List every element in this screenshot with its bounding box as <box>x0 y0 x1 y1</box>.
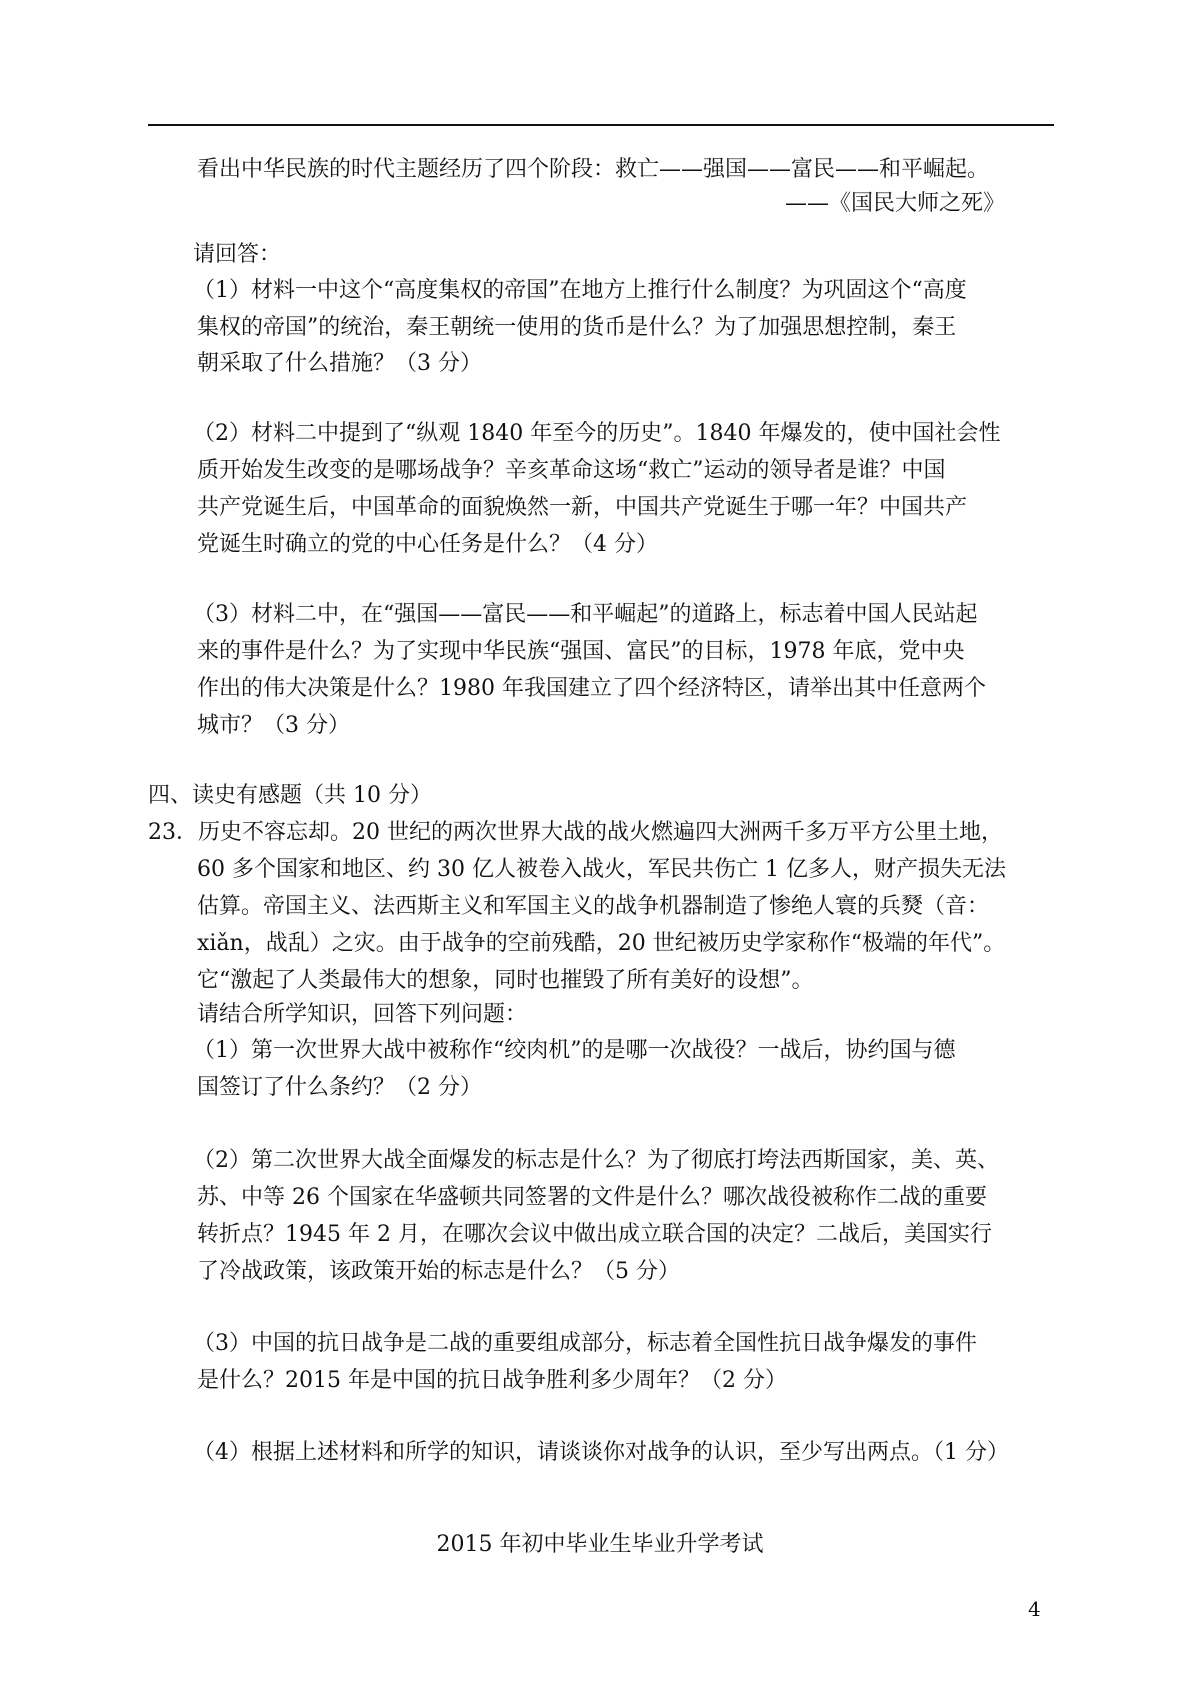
text-line: 党诞生时确立的党的中心任务是什么？（4 分） <box>197 532 658 557</box>
exam-title-footer: 2015 年初中毕业生毕业升学考试 <box>436 1532 764 1557</box>
text-line: xiǎn，战乱）之灾。由于战争的空前残酷，20 世纪被历史学家称作“极端的年代”。 <box>197 931 1006 956</box>
text-line: 来的事件是什么？为了实现中华民族“强国、富民”的目标，1978 年底，党中央 <box>197 639 965 664</box>
text-line: 请结合所学知识，回答下列问题： <box>197 1002 528 1027</box>
question-1: （1）材料一中这个“高度集权的帝国”在地方上推行什么制度？为巩固这个“高度 <box>193 278 967 303</box>
text-line: 了冷战政策，该政策开始的标志是什么？（5 分） <box>197 1259 680 1284</box>
question-23: 23．历史不容忘却。20 世纪的两次世界大战的战火燃遍四大洲两千多万平方公里土地， <box>148 820 1003 845</box>
section-heading: 四、读史有感题（共 10 分） <box>148 783 432 808</box>
header-rule <box>148 124 1054 126</box>
question-23-2: （2）第二次世界大战全面爆发的标志是什么？为了彻底打垮法西斯国家，美、英、 <box>193 1148 999 1173</box>
text-line: 共产党诞生后，中国革命的面貌焕然一新，中国共产党诞生于哪一年？中国共产 <box>197 495 968 520</box>
text-line: 它“激起了人类最伟大的想象，同时也摧毁了所有美好的设想”。 <box>197 968 814 993</box>
text-line: 60 多个国家和地区、约 30 亿人被卷入战火，军民共伤亡 1 亿多人，财产损失无法 <box>197 857 1006 882</box>
text-line: 是什么？2015 年是中国的抗日战争胜利多少周年？（2 分） <box>197 1368 787 1393</box>
text-line: 估算。帝国主义、法西斯主义和军国主义的战争机器制造了惨绝人寰的兵燹（音： <box>197 894 990 919</box>
source-citation: ——《国民大师之死》 <box>785 191 1006 216</box>
page-number: 4 <box>1028 1597 1041 1621</box>
text-line: 苏、中等 26 个国家在华盛顿共同签署的文件是什么？哪次战役被称作二战的重要 <box>197 1185 987 1210</box>
question-3: （3）材料二中，在“强国——富民——和平崛起”的道路上，标志着中国人民站起 <box>193 602 978 627</box>
text-line: 请回答： <box>193 242 282 267</box>
question-2: （2）材料二中提到了“纵观 1840 年至今的历史”。1840 年爆发的，使中国社会性 <box>193 421 1001 446</box>
text-line: 国签订了什么条约？（2 分） <box>197 1075 482 1100</box>
text-line: 看出中华民族的时代主题经历了四个阶段：救亡——强国——富民——和平崛起。 <box>197 157 990 182</box>
question-23-4: （4）根据上述材料和所学的知识，请谈谈你对战争的认识，至少写出两点。（1 分） <box>193 1440 1009 1465</box>
text-line: 城市？（3 分） <box>197 713 350 738</box>
text-line: 朝采取了什么措施？（3 分） <box>197 351 482 376</box>
question-23-3: （3）中国的抗日战争是二战的重要组成部分，标志着全国性抗日战争爆发的事件 <box>193 1331 977 1356</box>
text-line: 转折点？1945 年 2 月，在哪次会议中做出成立联合国的决定？二战后，美国实行 <box>197 1222 992 1247</box>
text-line: 质开始发生改变的是哪场战争？辛亥革命这场“救亡”运动的领导者是谁？中国 <box>197 458 946 483</box>
text-line: 作出的伟大决策是什么？1980 年我国建立了四个经济特区，请举出其中任意两个 <box>197 676 986 701</box>
question-23-1: （1）第一次世界大战中被称作“绞肉机”的是哪一次战役？一战后，协约国与德 <box>193 1038 956 1063</box>
text-line: 集权的帝国”的统治，秦王朝统一使用的货币是什么？为了加强思想控制，秦王 <box>197 315 957 340</box>
